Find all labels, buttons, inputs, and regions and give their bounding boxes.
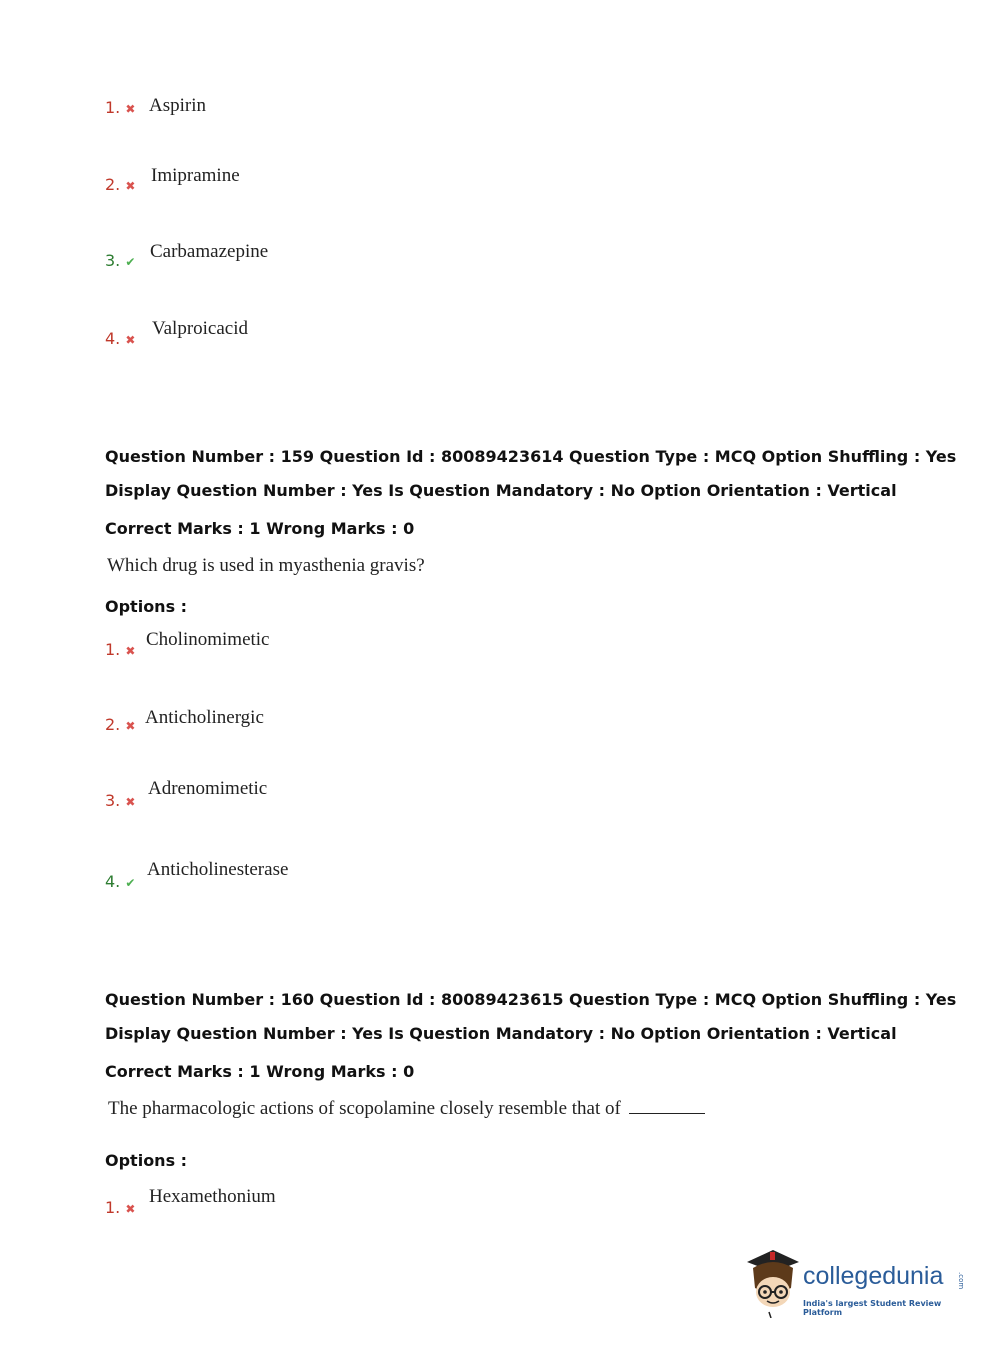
option-text: Carbamazepine bbox=[150, 241, 269, 262]
option-number: 2. bbox=[105, 715, 121, 734]
option-text: Aspirin bbox=[149, 95, 206, 116]
option-row bbox=[105, 1198, 135, 1217]
question-marks: Correct Marks : 1 Wrong Marks : 0 bbox=[105, 1062, 415, 1081]
check-icon: ✔ bbox=[125, 255, 136, 269]
cross-icon: ✖ bbox=[125, 102, 136, 116]
option-number: 3. bbox=[105, 251, 121, 270]
option-text: Cholinomimetic bbox=[146, 629, 270, 650]
options-label: Options : bbox=[105, 1151, 188, 1170]
option-number: 4. bbox=[105, 329, 121, 348]
cross-icon: ✖ bbox=[125, 1202, 136, 1216]
options-label: Options : bbox=[105, 597, 188, 616]
logo-tagline: India's largest Student Review Platform bbox=[803, 1299, 942, 1317]
mascot-icon bbox=[743, 1248, 803, 1318]
cross-icon: ✖ bbox=[125, 719, 136, 733]
option-text: Adrenomimetic bbox=[148, 778, 268, 799]
option-row bbox=[105, 98, 135, 117]
option-row bbox=[105, 175, 135, 194]
option-number: 1. bbox=[105, 1198, 121, 1217]
question-text: Which drug is used in myasthenia gravis? bbox=[107, 555, 425, 576]
question-marks: Correct Marks : 1 Wrong Marks : 0 bbox=[105, 519, 415, 538]
option-number: 3. bbox=[105, 791, 121, 810]
check-icon: ✔ bbox=[125, 876, 136, 890]
cross-icon: ✖ bbox=[125, 795, 136, 809]
question-meta-line2: Display Question Number : Yes Is Question Mandatory : No Option Orientation : Vertical bbox=[105, 1024, 897, 1043]
logo-name: collegedunia bbox=[803, 1262, 944, 1290]
answer-blank bbox=[629, 1099, 705, 1114]
question-text: The pharmacologic actions of scopolamine closely resemble that of bbox=[108, 1098, 621, 1119]
option-row bbox=[105, 329, 135, 348]
option-row bbox=[105, 251, 135, 270]
option-text: Imipramine bbox=[151, 165, 240, 186]
option-number: 1. bbox=[105, 640, 121, 659]
option-text: Anticholinesterase bbox=[147, 859, 289, 880]
option-text: Valproicacid bbox=[152, 318, 249, 339]
cross-icon: ✖ bbox=[125, 644, 136, 658]
question-text-row bbox=[108, 1098, 705, 1120]
question-meta-line1: Question Number : 160 Question Id : 80089423615 Question Type : MCQ Option Shuffling : Yes bbox=[105, 990, 957, 1009]
option-row bbox=[105, 872, 135, 891]
option-text: Hexamethonium bbox=[149, 1186, 276, 1207]
question-meta-line2: Display Question Number : Yes Is Question Mandatory : No Option Orientation : Vertical bbox=[105, 481, 897, 500]
option-number: 2. bbox=[105, 175, 121, 194]
logo-domain: .com bbox=[957, 1272, 965, 1290]
option-row bbox=[105, 640, 135, 659]
cross-icon: ✖ bbox=[125, 179, 136, 193]
option-text: Anticholinergic bbox=[145, 707, 264, 728]
option-number: 4. bbox=[105, 872, 121, 891]
cross-icon: ✖ bbox=[125, 333, 136, 347]
option-row bbox=[105, 791, 135, 810]
collegedunia-logo bbox=[743, 1248, 973, 1320]
question-meta-line1: Question Number : 159 Question Id : 80089423614 Question Type : MCQ Option Shuffling : Yes bbox=[105, 447, 957, 466]
option-number: 1. bbox=[105, 98, 121, 117]
option-row bbox=[105, 715, 135, 734]
